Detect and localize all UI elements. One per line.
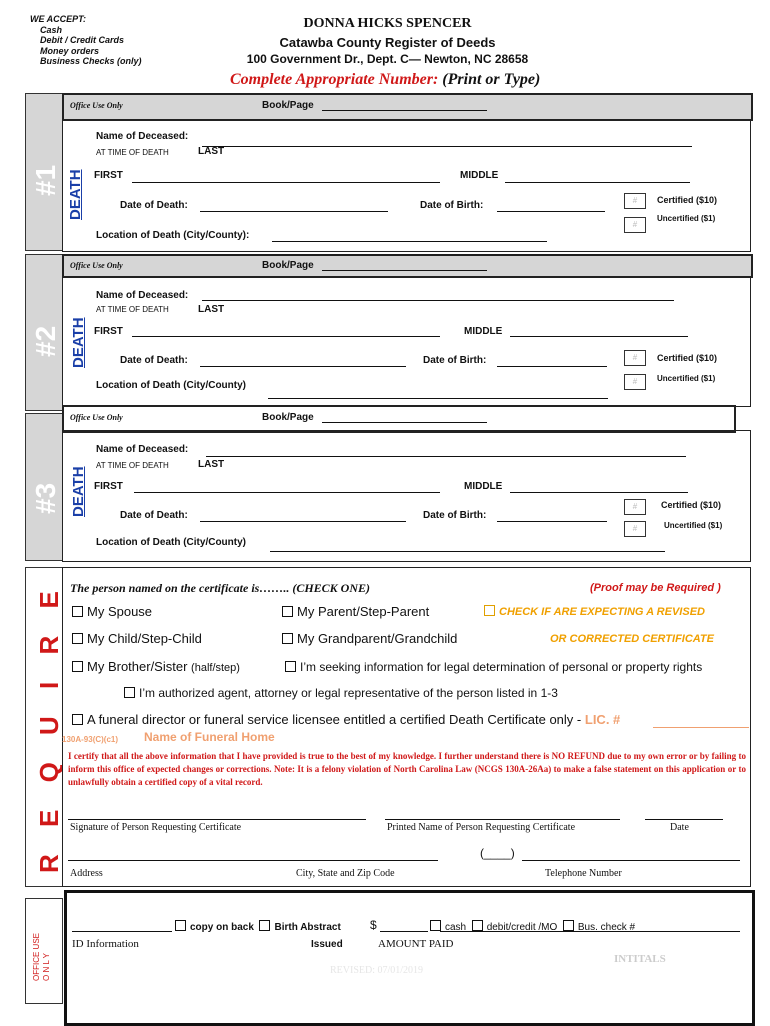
- section-2-label: #2: [30, 325, 61, 357]
- office-use-label: [32, 933, 52, 981]
- date-of-birth-label: Date of Birth:: [423, 355, 487, 366]
- telephone-label: Telephone Number: [545, 868, 622, 879]
- location-label: Location of Death (City/County): [96, 380, 246, 391]
- date-of-birth-label: Date of Birth:: [420, 200, 484, 211]
- uncertified-label: Uncertified ($1): [657, 374, 716, 383]
- date-of-death-line[interactable]: [200, 521, 406, 522]
- office-address: 100 Government Dr., Dept. C— Newton, NC 28658: [246, 52, 529, 66]
- telephone-line[interactable]: [522, 860, 740, 861]
- first-label: FIRST: [94, 481, 123, 492]
- checkbox-icon[interactable]: [72, 714, 83, 725]
- location-line[interactable]: [268, 398, 608, 399]
- deceased-name-line[interactable]: [206, 456, 686, 457]
- require-tab: [25, 567, 63, 887]
- or-corrected-label: OR CORRECTED CERTIFICATE: [550, 633, 714, 645]
- location-line[interactable]: [272, 241, 547, 242]
- initials-label: INTITALS: [614, 953, 666, 965]
- legal-option[interactable]: [285, 660, 702, 674]
- name-of-deceased-label: Name of Deceased:: [96, 131, 189, 142]
- certification-statement: I certify that all the above information that I have provided is true to the best of my knowledge. I further understand there is NO REFUND due to my own error or by failing to inform this office of expected changes or corrections. Note: It is a felony violation of North Carolina Law (NCGS 130A-26Aa) to make a false statement on this application or to unlawfully obtain a certified copy of a vital record.: [68, 751, 746, 787]
- relationship-question: The person named on the certificate is…….. (CHECK ONE): [70, 581, 370, 595]
- checkbox-icon[interactable]: [72, 633, 83, 644]
- checkbox-icon[interactable]: [72, 606, 83, 617]
- last-label: LAST: [198, 304, 225, 315]
- office-use-tab: [25, 898, 63, 1004]
- death-label-1: DEATH: [67, 169, 84, 220]
- lic-line[interactable]: [653, 727, 749, 728]
- location-label: Location of Death (City/County): [96, 537, 246, 548]
- checkbox-icon[interactable]: [72, 661, 83, 672]
- checkbox-icon[interactable]: [430, 920, 441, 931]
- certified-qty-box[interactable]: #: [624, 350, 646, 366]
- parent-option[interactable]: [282, 604, 429, 619]
- certified-qty-box[interactable]: #: [624, 499, 646, 515]
- address-label: Address: [70, 868, 103, 879]
- section-3-label: #3: [30, 482, 61, 514]
- child-option[interactable]: [72, 631, 202, 646]
- date-label: Date: [670, 822, 689, 833]
- date-line[interactable]: [645, 819, 723, 820]
- date-of-birth-line[interactable]: [497, 366, 607, 367]
- parent-label: My Parent/Step-Parent: [297, 604, 430, 619]
- address-line[interactable]: [68, 860, 438, 861]
- checkbox-icon[interactable]: [175, 920, 186, 931]
- sibling-note: (half/step): [191, 662, 240, 674]
- office-use-label: Office Use Only: [70, 101, 123, 110]
- sibling-label: My Brother/Sister: [87, 659, 188, 674]
- payment-line: [440, 931, 740, 932]
- certified-label: Certified ($10): [657, 353, 718, 363]
- date-of-death-line[interactable]: [200, 366, 406, 367]
- instruction-red: Complete Appropriate Number:: [230, 71, 439, 88]
- office-use-label: Office Use Only: [70, 413, 123, 422]
- death-label-2: DEATH: [70, 317, 87, 368]
- accepted-payments: [30, 14, 142, 67]
- certified-qty-box[interactable]: #: [624, 193, 646, 209]
- date-of-death-line[interactable]: [200, 211, 388, 212]
- legal-label: I’m seeking information for legal determination of personal or property rights: [300, 660, 703, 674]
- accept-item: Money orders: [40, 45, 100, 56]
- office-use-bar-3: [62, 405, 736, 433]
- certified-label: Certified ($10): [661, 500, 722, 510]
- middle-name-line[interactable]: [510, 336, 688, 337]
- amount-line[interactable]: [380, 931, 428, 932]
- section-1-tab: [25, 93, 63, 251]
- debit-label: debit/credit /MO: [486, 922, 558, 933]
- phone-area-code[interactable]: (____): [480, 846, 515, 860]
- accept-item: Debit / Credit Cards: [40, 35, 125, 45]
- spouse-option[interactable]: [72, 604, 152, 619]
- checkbox-icon[interactable]: [472, 920, 483, 931]
- revised-date: REVISED: 07/01/2019: [330, 965, 424, 976]
- date-of-death-label: Date of Death:: [120, 355, 188, 366]
- book-page-label: Book/Page: [262, 100, 314, 111]
- checkbox-icon[interactable]: [259, 920, 270, 931]
- statute-label: 130A-93(C)(c1): [62, 735, 119, 744]
- signature-line[interactable]: [68, 819, 366, 820]
- deceased-name-line[interactable]: [202, 146, 692, 147]
- location-line[interactable]: [270, 551, 665, 552]
- date-of-death-label: Date of Death:: [120, 510, 188, 521]
- funeral-home-label: Name of Funeral Home: [144, 730, 275, 744]
- copy-count-line[interactable]: [72, 931, 172, 932]
- checkbox-icon[interactable]: [282, 633, 293, 644]
- accept-item: Cash: [40, 24, 63, 35]
- office-use-text: OFFICE USE: [32, 932, 41, 981]
- checkbox-icon[interactable]: [124, 687, 135, 698]
- office-options-row: [175, 920, 341, 933]
- id-info-label: ID Information: [72, 938, 139, 950]
- issued-label: Issued: [311, 939, 343, 950]
- date-of-birth-label: Date of Birth:: [423, 510, 487, 521]
- accept-title: WE ACCEPT:: [30, 14, 86, 24]
- grandparent-label: My Grandparent/Grandchild: [297, 631, 458, 646]
- section-2-tab: [25, 254, 63, 411]
- birth-abstract-label: Birth Abstract: [274, 922, 341, 933]
- cash-label: cash: [445, 922, 467, 933]
- office-use-bar-2: [62, 254, 753, 278]
- first-label: FIRST: [94, 326, 123, 337]
- printed-name-line[interactable]: [385, 819, 620, 820]
- middle-label: MIDDLE: [460, 170, 499, 181]
- copy-on-back-label: copy on back: [190, 922, 254, 933]
- agent-option[interactable]: [124, 686, 558, 700]
- signature-label: Signature of Person Requesting Certificate: [70, 822, 242, 833]
- uncertified-qty-box[interactable]: #: [624, 217, 646, 233]
- first-label: FIRST: [94, 170, 123, 181]
- checkbox-icon[interactable]: [282, 606, 293, 617]
- office-name: Catawba County Register of Deeds: [279, 35, 496, 50]
- date-of-birth-line[interactable]: [497, 521, 607, 522]
- deceased-name-line[interactable]: [202, 300, 674, 301]
- printed-name-label: Printed Name of Person Requesting Certificate: [387, 822, 576, 833]
- checkbox-icon[interactable]: [484, 605, 495, 616]
- checkbox-icon[interactable]: [285, 661, 296, 672]
- section-3-tab: [25, 413, 63, 561]
- office-use-bar-1: [62, 93, 753, 121]
- location-label: Location of Death (City/County):: [96, 230, 250, 241]
- at-time-of-death-label: AT TIME OF DEATH: [96, 305, 169, 314]
- dollar-sign: $: [370, 918, 377, 932]
- certified-label: Certified ($10): [657, 195, 718, 205]
- city-state-label: City, State and Zip Code: [296, 868, 395, 879]
- check-if-label: CHECK IF ARE EXPECTING A REVISED: [499, 606, 705, 618]
- first-name-line[interactable]: [134, 492, 440, 493]
- name-of-deceased-label: Name of Deceased:: [96, 290, 189, 301]
- checkbox-icon[interactable]: [563, 920, 574, 931]
- revised-option[interactable]: [484, 605, 705, 618]
- section-1-label: #1: [30, 164, 61, 196]
- first-name-line[interactable]: [132, 182, 440, 183]
- proof-note: (Proof may be Required ): [590, 582, 721, 594]
- date-of-birth-line[interactable]: [497, 211, 605, 212]
- instruction-line: [230, 71, 610, 89]
- book-page-label: Book/Page: [262, 260, 314, 271]
- at-time-of-death-label: AT TIME OF DEATH: [96, 461, 169, 470]
- accept-item: Business Checks (only): [40, 56, 142, 66]
- sibling-option[interactable]: [72, 659, 240, 674]
- uncertified-label: Uncertified ($1): [657, 214, 716, 223]
- first-name-line[interactable]: [132, 336, 440, 337]
- uncertified-qty-box[interactable]: #: [624, 521, 646, 537]
- agent-label: I’m authorized agent, attorney or legal representative of the person listed in 1-3: [139, 686, 558, 700]
- bus-check-label: Bus. check #: [577, 922, 636, 933]
- office-only-text: O N L Y: [42, 952, 51, 981]
- middle-label: MIDDLE: [464, 326, 503, 337]
- funeral-option[interactable]: [72, 712, 620, 727]
- require-label: R E Q U I R E: [34, 581, 64, 873]
- office-use-label: Office Use Only: [70, 261, 123, 270]
- last-label: LAST: [198, 146, 225, 157]
- spouse-label: My Spouse: [87, 604, 153, 619]
- death-label-3: DEATH: [70, 466, 87, 517]
- grandparent-option[interactable]: [282, 631, 457, 646]
- instruction-black: (Print or Type): [442, 71, 541, 88]
- uncertified-label: Uncertified ($1): [664, 521, 723, 530]
- middle-label: MIDDLE: [464, 481, 503, 492]
- at-time-of-death-label: AT TIME OF DEATH: [96, 148, 169, 157]
- lic-label: LIC. #: [584, 712, 621, 727]
- middle-name-line[interactable]: [505, 182, 690, 183]
- book-page-label: Book/Page: [262, 412, 314, 423]
- last-label: LAST: [198, 459, 225, 470]
- funeral-label: A funeral director or funeral service licensee entitled a certified Death Certificate only -: [87, 712, 582, 727]
- name-of-deceased-label: Name of Deceased:: [96, 444, 189, 455]
- amount-paid-label: AMOUNT PAID: [378, 938, 454, 950]
- date-of-death-label: Date of Death:: [120, 200, 188, 211]
- uncertified-qty-box[interactable]: #: [624, 374, 646, 390]
- child-label: My Child/Step-Child: [87, 631, 202, 646]
- register-name: DONNA HICKS SPENCER: [303, 16, 472, 31]
- middle-name-line[interactable]: [510, 492, 688, 493]
